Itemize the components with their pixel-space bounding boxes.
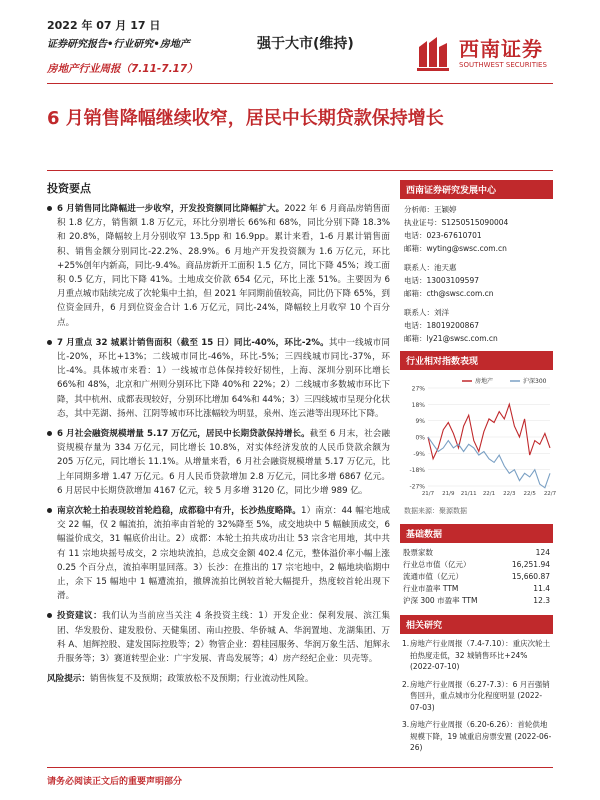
key-data-value: 16,251.94 [511,560,550,569]
bullet-text: 截至 6 月末，社会融资规模存量为 334 万亿元，同比增长 10.8%，对实体经济发放的人民币贷款余额为 205 万亿元，同比增长 11.1%。从增量来看，6 月社会融资规模增量 5.17 万亿元，比上年同期多增 1.47 万亿元。6 月人民币贷款增加 2.8 万亿元，同比多增 6867 亿元。6 月居民中长期贷款增加 4167 亿元，较 5 月多增 3120 亿，同比少增 989 亿。 [57,429,390,496]
key-data-value: 11.4 [533,584,550,593]
related-report-text: 房地产行业周报（6.20-6.26）：首轮供地规模下降，19 城重启房票安置 (2022-06-26) [410,720,552,752]
bullet-text: 我们认为当前应当关注 4 条投资主线：1）开发企业：保利发展、滨江集团、华发股份、建发股份、天健集团、南山控股、华侨城 A、华润置地、龙湖集团、万科 A、旭辉控股、建发国际控股等；2）物管企业：碧桂园服务、华润万象生活、旭辉永升服务等；3）赛道转型企业：广宇发展、青岛发展等；4）房产经纪企业：贝壳等。 [57,611,390,665]
related-report-number: 2. [402,679,410,689]
summary-bullet [47,202,390,330]
analyst-card [400,261,553,300]
bullet-lead: 6 月社会融资规模增量 5.17 万亿元，居民中长期贷款保持增长。 [57,429,310,440]
analyst-line: 电话：18019200867 [404,321,479,330]
x-tick-label: 22/7 [543,491,557,497]
series-line-csi300 [428,437,550,488]
key-data-label: 流通市值（亿元） [403,572,463,581]
related-report-number: 1. [402,639,410,648]
key-data-row [400,559,553,571]
y-tick-label: 9% [415,418,425,426]
key-data-row [400,547,553,559]
bullet-dot-icon [47,431,52,436]
analyst-line: 电话：023-67610701 [404,231,482,240]
bullet-text: 2022 年 6 月商品房销售面积 1.8 亿方，销售额 1.8 万亿元，环比分别增长 66%和 68%，同比分别下降 18.3%和 20.8%，降幅较上月分别收窄 13.5pp 和 16.9pp。累计来看，1-6 月累计销售面积、销售金额分别同比-22.2%、28.9%。6 月地产开发投资额为 1.6 万亿元，环比+25%创年内新高，同比-9.4%。商品房新开工面积 1.5 亿方，同比下降 45%；竣工面积 0.5 亿方，同比下降 41%。土地成交价款 654 亿元，环比上涨 51%。主要因为 6 月重点城市陆续完成了次轮集中土拍，但 2021 年同期前值较高，同比仍下降 65%，到位资金回升，6 月到位资金合计 1.6 万亿元，同比-24%，降幅较上月收窄 10 个百分点。 [57,204,390,328]
analyst-line: 执业证号：S1250515090004 [404,218,509,227]
logo-text-en: SOUTHWEST SECURITIES [459,61,547,69]
x-tick-label: 21/7 [421,491,435,497]
sidebar [400,180,557,760]
chart-svg [400,374,557,504]
analyst-line: 邮箱：cth@swsc.com.cn [404,289,494,298]
page-title: 6 月销售降幅继续收窄，居民中长期贷款保持增长 [47,108,444,129]
legend-label: 沪深300 [523,378,547,385]
analyst-line: 联系人：池天惠 [404,263,457,272]
logo-mark-icon [413,33,453,73]
related-report-link[interactable] [400,719,553,754]
key-data-value: 124 [535,548,550,557]
key-data-row [400,571,553,583]
x-tick-label: 21/9 [442,491,455,497]
legend-label: 房地产 [475,378,494,385]
risk-text: 销售恢复不及预期；政策放松不及预期；行业流动性风险。 [89,674,314,685]
bullet-text: 1）南京：44 幅宅地成交 22 幅，仅 2 幅流拍，流拍率由首轮的 32%降至 5%，成交地块中 5 幅触顶成交，6 幅溢价成交，31 幅底价出让。2）成都：本轮土拍共成功出让 53 宗含宅用地，其中共有 11 宗地块摇号成交，2 宗地块流拍，总成交金额 402.4 亿元，整体溢价率小幅上涨 0.25 个百分点，流拍率明显回落。3）长沙：在推出的 17 宗宅地中，2 幅地块临期中止，余下 15 幅地中 1 幅遭流拍，撤牌流拍比例较首轮大幅提升，热度较首轮出现下滑。 [57,506,390,602]
key-data-label: 行业总市值（亿元） [403,560,471,569]
related-report-text: 房地产行业周报（7.4-7.10）：重庆次轮土拍热度走低，32 城销售环比+24% (2022-07-10) [410,639,551,671]
key-data-value: 15,660.87 [511,572,550,581]
key-data-row [400,583,553,595]
bullet-dot-icon [47,206,52,211]
related-title: 相关研究 [400,615,553,634]
bullet-dot-icon [47,340,52,345]
bullet-lead: 南京次轮土拍表现较首轮趋稳，成都稳中有升，长沙热度略降。 [57,506,302,517]
analyst-line: 邮箱：ly21@swsc.com.cn [404,334,498,343]
summary-heading: 投资要点 [47,182,91,195]
related-report-link[interactable] [400,638,553,673]
analyst-card [400,306,553,345]
y-tick-label: 27% [411,385,425,393]
y-tick-label: -27% [409,483,425,491]
relative-index-chart [400,374,557,504]
related-report-link[interactable] [400,679,553,714]
related-report-number: 3. [402,720,410,729]
summary-bullet [47,336,390,421]
bullet-text: 其中一线城市同比-20%，环比+13%；二线城市同比-46%，环比-5%；三四线城市同比-37%，环比-4%。具体城市来看：1）一线城市总体保持较好韧性，上海、深圳分别环比增长 66%和 48%，北京和广州则分别环比下降 40%和 22%；2）二线城市多数城市环比下降，其中杭州、成都表现较好，分别环比增加 64%和 44%；3）三四线城市呈现分化状态，其中芜湖、扬州、江阴等城市环比涨幅较为明显，泉州、连云港等出现环比下降。 [57,337,390,419]
bullet-lead: 6 月销售同比降幅进一步收窄，开发投资额同比降幅扩大。 [57,204,285,214]
y-tick-label: -18% [409,467,425,475]
series-line-property [428,404,550,459]
summary-bullet [47,504,390,603]
key-data-value: 12.3 [533,596,550,605]
x-tick-label: 22/1 [482,491,496,497]
report-type: 证券研究报告•行业研究•房地产 [47,39,190,50]
bullet-dot-icon [47,508,52,513]
summary-bullet [47,427,390,498]
y-tick-label: 18% [411,401,425,409]
team-title: 西南证券研究发展中心 [400,180,553,199]
analyst-line: 邮箱：wyting@swsc.com.cn [404,244,507,253]
header-divider [47,83,553,84]
x-tick-label: 22/3 [503,491,516,497]
investment-summary [47,180,390,686]
x-tick-label: 22/5 [523,491,536,497]
report-date: 2022 年 07 月 17 日 [47,19,161,32]
analyst-line: 联系人：刘洋 [404,308,449,317]
brand-logo [413,33,563,73]
analyst-card [400,203,553,255]
key-data-table [400,547,553,607]
risk-label: 风险提示： [47,674,90,685]
key-data-label: 股票家数 [403,548,433,557]
logo-text-cn: 西南证券 [459,37,543,61]
chart-source: 数据来源：聚源数据 [404,507,467,515]
risk-note [47,672,390,686]
analyst-line: 电话：13003109597 [404,276,479,285]
rating: 强于大市(维持) [257,36,354,52]
key-data-row [400,595,553,607]
bullet-lead: 7 月重点 32 城累计销售面积（截至 15 日）同比-40%，环比-2%。 [57,337,329,348]
key-data-label: 行业市盈率 TTM [403,584,459,593]
title-divider [47,170,553,171]
y-tick-label: 0% [415,434,425,442]
report-name: 房地产行业周报（7.11-7.17） [47,63,198,75]
related-report-text: 房地产行业周报（6.27-7.3）：6 月百强销售回升，重点城市分化程度明显 (2022-07-03) [410,679,550,712]
bullet-lead: 投资建议： [57,611,103,622]
bullet-dot-icon [47,613,52,618]
x-tick-label: 21/11 [460,491,477,497]
y-tick-label: -9% [413,450,425,458]
key-data-label: 沪深 300 市盈率 TTM [403,596,478,605]
footer-divider [47,767,553,768]
analyst-line: 分析师：王颖婷 [404,205,457,214]
chart-title: 行业相对指数表现 [400,351,553,370]
key-data-title: 基础数据 [400,524,553,543]
summary-bullet [47,609,390,666]
footer-disclaimer: 请务必阅读正文后的重要声明部分 [47,777,183,787]
